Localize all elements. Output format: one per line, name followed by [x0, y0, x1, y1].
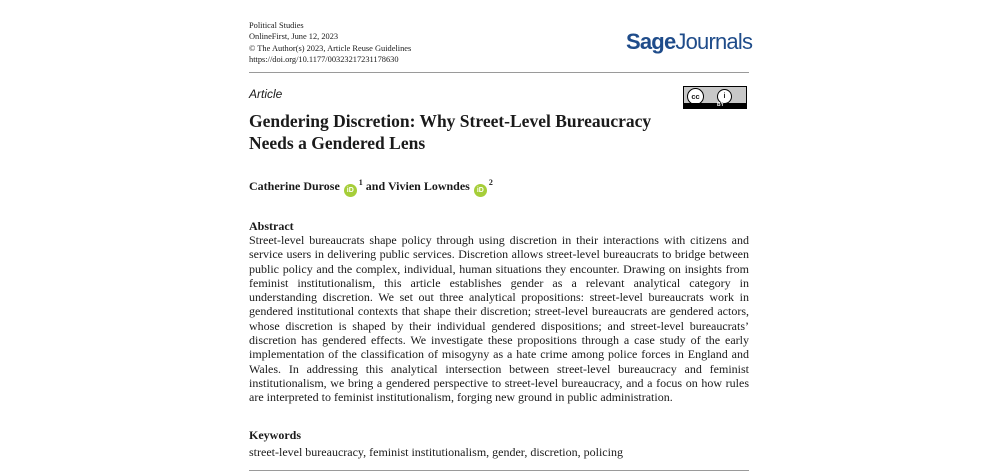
- footer-divider: [249, 470, 749, 471]
- doi-link[interactable]: https://doi.org/10.1177/00323217231178630: [249, 55, 399, 65]
- by-label: BY: [717, 102, 724, 108]
- cc-by-license-badge[interactable]: [683, 86, 747, 109]
- authors-joiner: and: [365, 179, 386, 193]
- keywords-heading: Keywords: [249, 428, 301, 442]
- author-name[interactable]: Catherine Durose: [249, 179, 340, 193]
- abstract-heading: Abstract: [249, 219, 294, 233]
- by-label-strip: [684, 103, 746, 108]
- online-first-date: OnlineFirst, June 12, 2023: [249, 32, 339, 42]
- author-list: [249, 178, 493, 197]
- logo-journals-text: Journals: [675, 29, 753, 54]
- affiliation-marker: 2: [488, 178, 493, 187]
- abstract-text: Street-level bureaucrats shape policy through using discretion in their interactions with citizens and service users in delivering public services. Discretion allows street-level bureaucrats to bridge between public policy and the complex, individual, human situations they encounter. Drawing on insights from feminist institutionalism, this article establishes gender as a relevant analytical category in understanding discretion. We set out three analytical propositions: street-level bureaucrats work in gendered institutional contexts that shape their discretion; street-level bureaucrats are gendered actors, whose discretion is shaped by their individual gendered dispositions; and street-level bureaucrats’ discretion has gendered effects. We investigate these propositions through a case study of the early implementation of the classification of misogyny as a hate crime among police forces in England and Wales. In addressing this analytical intersection between street-level bureaucracy and feminist institutionalism, we bring a gendered perspective to street-level bureaucracy, and a focus on how rules are interpreted to feminist institutionalism, forging new ground in public administration.: [249, 233, 749, 405]
- author-name[interactable]: Vivien Lowndes: [387, 179, 470, 193]
- keywords-text: street-level bureaucracy, feminist institutionalism, gender, discretion, policing: [249, 445, 623, 459]
- article-title: Gendering Discretion: Why Street-Level Bureaucracy Needs a Gendered Lens: [249, 111, 652, 153]
- journal-name: Political Studies: [249, 21, 304, 30]
- orcid-icon[interactable]: iD: [474, 184, 487, 197]
- sage-journals-logo[interactable]: [626, 29, 752, 55]
- article-type-label: Article: [249, 87, 283, 101]
- copyright-line[interactable]: © The Author(s) 2023, Article Reuse Guidelines: [249, 43, 412, 53]
- creative-commons-icon: cc: [687, 88, 704, 105]
- attribution-icon: i: [717, 89, 732, 104]
- logo-sage-text: Sage: [626, 29, 676, 54]
- affiliation-marker: 1: [358, 178, 363, 187]
- publication-meta: [249, 20, 411, 66]
- header-divider: [249, 72, 749, 73]
- orcid-icon[interactable]: iD: [344, 184, 357, 197]
